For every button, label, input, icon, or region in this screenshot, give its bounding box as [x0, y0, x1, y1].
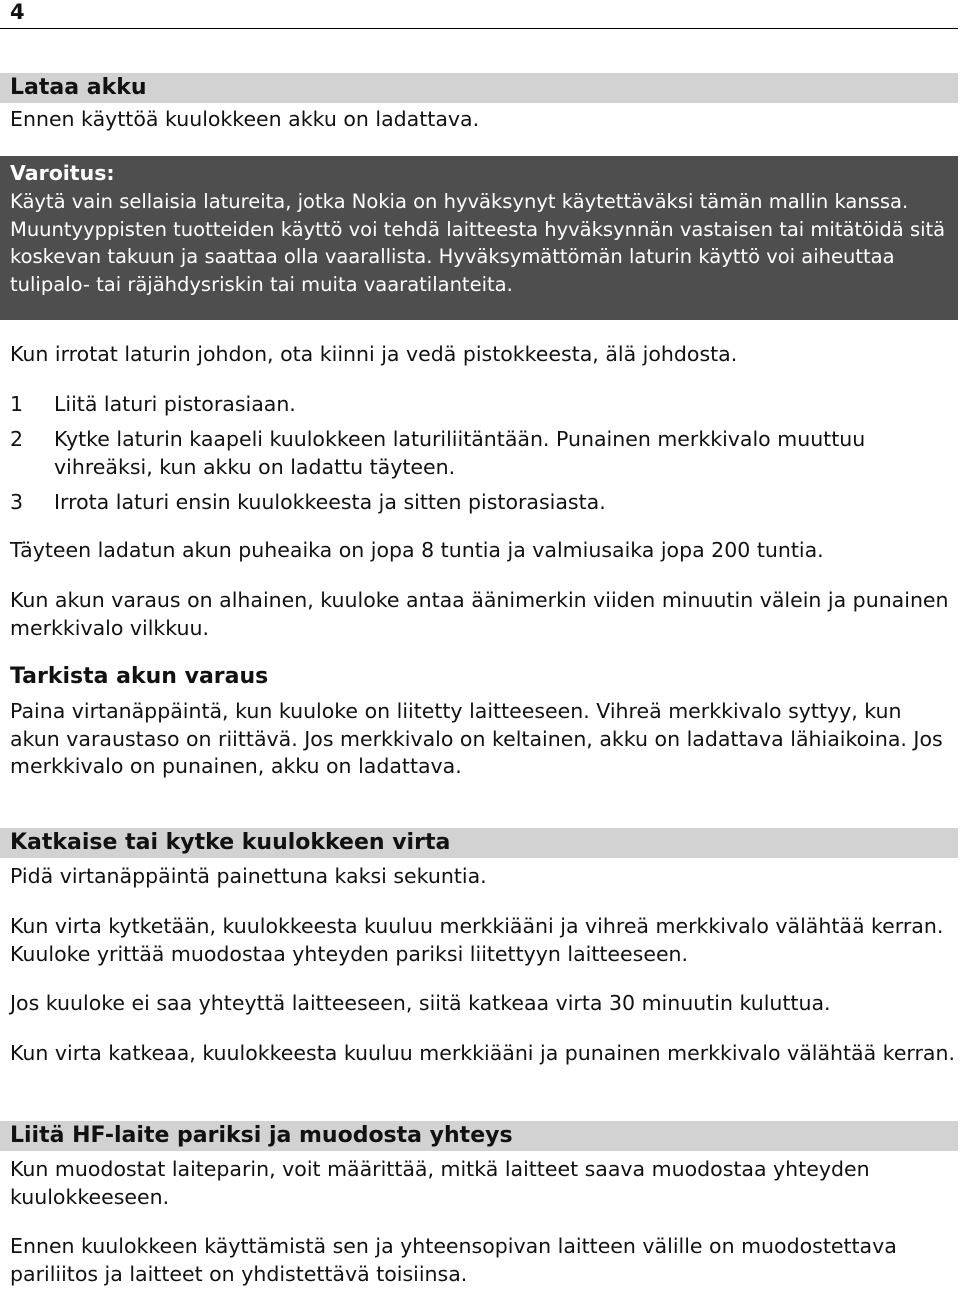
power-text-4: Kun virta katkeaa, kuulokkeesta kuuluu merkkiääni ja punainen merkkivalo välähtää kerran. — [10, 1041, 956, 1065]
power-text-3: Jos kuuloke ei saa yhteyttä laitteeseen, siitä katkeaa virta 30 minuutin kuluttua. — [10, 991, 831, 1015]
section-heading-check: Tarkista akun varaus — [10, 664, 269, 689]
step-number: 2 — [10, 427, 24, 451]
page-number: 4 — [10, 0, 25, 24]
low-battery-text: Kun akun varaus on alhainen, kuuloke antaa äänimerkin viiden minuutin välein ja punainen merkkivalo vilkkuu. — [10, 588, 949, 640]
charge-intro: Ennen käyttöä kuulokkeen akku on ladattava. — [10, 107, 480, 131]
step-number: 3 — [10, 490, 24, 514]
header-rule — [0, 28, 958, 29]
section-heading-power: Katkaise tai kytke kuulokkeen virta — [0, 828, 958, 858]
step-number: 1 — [10, 392, 24, 416]
section-heading-charge: Lataa akku — [0, 73, 958, 103]
pair-text-2: Ennen kuulokkeen käyttämistä sen ja yhteensopivan laitteen välille on muodostettava pariliitos ja laitteet on yhdistettävä toisiinsa. — [10, 1234, 897, 1286]
step-text: Kytke laturin kaapeli kuulokkeen laturiliitäntään. Punainen merkkivalo muuttuu vihreäksi, kun akku on ladattu täyteen. — [54, 427, 866, 479]
talk-time-text: Täyteen ladatun akun puheaika on jopa 8 tuntia ja valmiusaika jopa 200 tuntia. — [10, 538, 824, 562]
check-text: Paina virtanäppäintä, kun kuuloke on liitetty laitteeseen. Vihreä merkkivalo syttyy, kun akun varaustaso on riittävä. Jos merkkivalo on keltainen, akku on ladattava lähiaikoina. Jos merkkivalo on punainen, akku on ladattava. — [10, 699, 943, 778]
step-text: Irrota laturi ensin kuulokkeesta ja sitten pistorasiasta. — [54, 490, 606, 514]
pair-text-1: Kun muodostat laiteparin, voit määrittää, mitkä laitteet saava muodostaa yhteyden kuulokkeeseen. — [10, 1157, 870, 1209]
warning-box — [0, 156, 958, 320]
unplug-note: Kun irrotat laturin johdon, ota kiinni ja vedä pistokkeesta, älä johdosta. — [10, 342, 738, 366]
warning-text: Käytä vain sellaisia latureita, jotka Nokia on hyväksynyt käytettäväksi tämän mallin kanssa. Muuntyyppisten tuotteiden käyttö voi tehdä laitteesta hyväksynnän vastaisen tai mitätöidä sitä koskevan takuun ja saattaa olla vaarallista. Hyväksymättömän laturin käyttö voi aiheuttaa tulipalo- tai räjähdysriskin tai muita vaaratilanteita. — [10, 190, 946, 296]
warning-title: Varoitus: — [10, 161, 115, 185]
power-text-1: Pidä virtanäppäintä painettuna kaksi sekuntia. — [10, 864, 487, 888]
section-heading-pair: Liitä HF-laite pariksi ja muodosta yhteys — [0, 1121, 958, 1151]
step-text: Liitä laturi pistorasiaan. — [54, 392, 296, 416]
power-text-2: Kun virta kytketään, kuulokkeesta kuuluu merkkiääni ja vihreä merkkivalo välähtää kerran. Kuuloke yrittää muodostaa yhteyden pariksi liitettyyn laitteeseen. — [10, 914, 944, 966]
